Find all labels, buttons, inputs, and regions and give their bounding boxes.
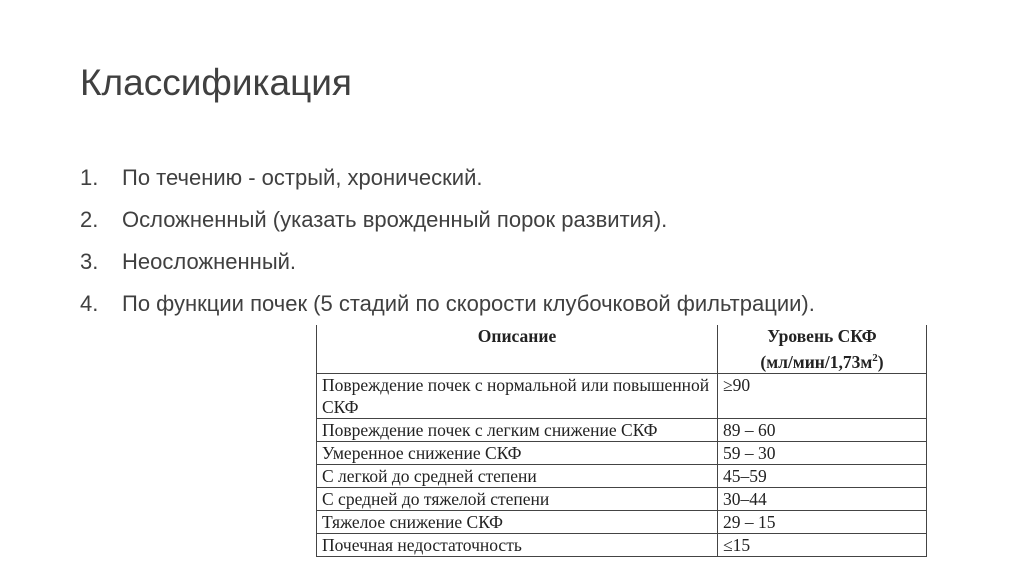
list-item — [80, 288, 842, 320]
table-row — [317, 373, 927, 418]
cell-gfr-level: ≤15 — [718, 533, 927, 556]
list-number: 4. — [80, 291, 99, 316]
list-text: Неосложненный. — [122, 249, 297, 274]
cell-gfr-level: 30–44 — [718, 487, 927, 510]
header-gfr-paren: ) — [877, 351, 884, 372]
cell-gfr-level: 59 – 30 — [718, 441, 927, 464]
list-number: 3. — [80, 249, 99, 274]
cell-gfr-level: 45–59 — [718, 464, 927, 487]
slide-title: Классификация — [80, 62, 352, 103]
header-description: Описание — [317, 325, 718, 373]
list-text: По течению - острый, хронический. — [122, 165, 483, 190]
cell-description: Умеренное снижение СКФ — [317, 441, 718, 464]
cell-description: Тяжелое снижение СКФ — [317, 510, 718, 533]
table-row — [317, 533, 927, 556]
list-item — [80, 204, 842, 236]
header-gfr-title: Уровень СКФ — [767, 326, 877, 346]
table-row — [317, 464, 927, 487]
list-item — [80, 162, 842, 194]
table-header-row — [317, 325, 927, 373]
cell-description: С средней до тяжелой степени — [317, 487, 718, 510]
table-row — [317, 418, 927, 441]
cell-description: Почечная недостаточность — [317, 533, 718, 556]
list-item — [80, 246, 842, 278]
cell-gfr-level: 89 – 60 — [718, 418, 927, 441]
cell-description: Повреждение почек с легким снижение СКФ — [317, 418, 718, 441]
list-number: 1. — [80, 165, 99, 190]
header-gfr-superscript: 2 — [872, 352, 878, 364]
table-row — [317, 441, 927, 464]
cell-description: Повреждение почек с нормальной или повышенной СКФ — [317, 373, 718, 418]
table-row — [317, 487, 927, 510]
list-number: 2. — [80, 207, 99, 232]
list-text: Осложненный (указать врожденный порок развития). — [122, 207, 668, 232]
table-row — [317, 510, 927, 533]
list-text: По функции почек (5 стадий по скорости клубочковой фильтрации). — [122, 291, 815, 316]
classification-list — [80, 162, 842, 330]
cell-description: С легкой до средней степени — [317, 464, 718, 487]
gfr-stages-table — [316, 325, 927, 557]
cell-gfr-level: 29 – 15 — [718, 510, 927, 533]
cell-gfr-level: ≥90 — [718, 373, 927, 418]
header-gfr-unit: (мл/мин/1,73м — [760, 351, 873, 372]
header-gfr-level — [718, 325, 927, 373]
